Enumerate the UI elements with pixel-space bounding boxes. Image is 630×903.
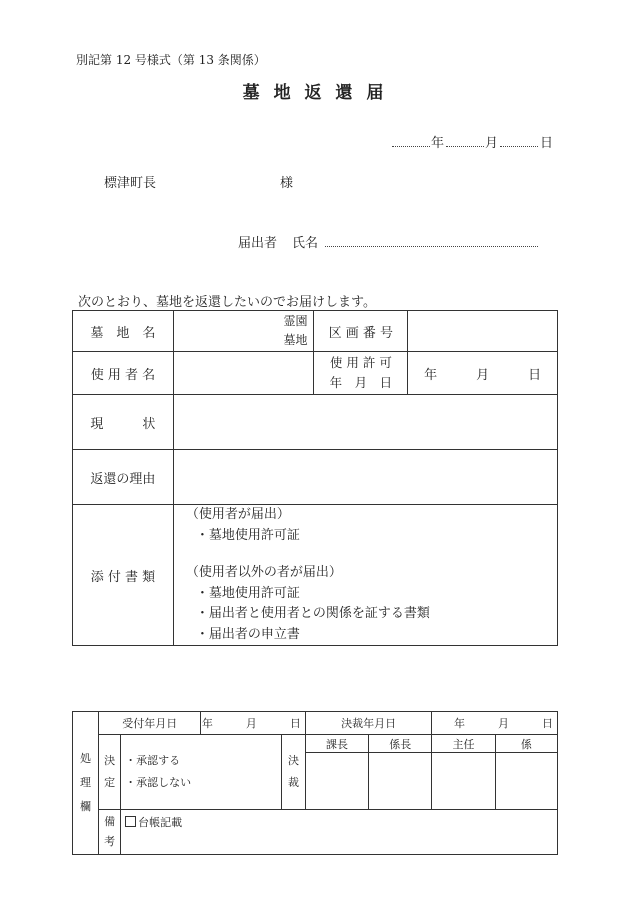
addressee-honorific: 様 bbox=[280, 176, 294, 191]
approver-subsection-chief: 係長 bbox=[369, 735, 432, 753]
approval-label bbox=[281, 735, 305, 810]
status-label: 現 状 bbox=[73, 395, 174, 450]
applicant-name-label: 氏名 bbox=[292, 236, 319, 251]
section-number-label: 区 画 番 号 bbox=[314, 311, 408, 352]
permit-date-field[interactable]: 年 月 日 bbox=[408, 352, 558, 395]
attachments-group2-title: （使用者以外の者が届出） bbox=[185, 565, 342, 580]
month-label: 月 bbox=[485, 136, 499, 151]
attachments-group1-title: （使用者が届出） bbox=[185, 507, 290, 522]
month-blank[interactable] bbox=[446, 146, 484, 147]
ledger-checkbox[interactable] bbox=[125, 816, 136, 827]
status-field[interactable] bbox=[173, 395, 557, 450]
received-date-field[interactable]: 年 月 日 bbox=[201, 712, 305, 735]
remarks-field bbox=[121, 810, 558, 855]
reason-field[interactable] bbox=[173, 450, 557, 505]
processing-side-label bbox=[73, 712, 99, 855]
decision-label-char: 決 bbox=[104, 754, 116, 767]
year-label: 年 bbox=[431, 136, 445, 151]
section-number-field[interactable] bbox=[408, 311, 558, 352]
remarks-label-char: 考 bbox=[104, 835, 116, 848]
processing-table bbox=[72, 711, 558, 855]
user-name-field[interactable] bbox=[173, 352, 314, 395]
approval-label-char: 決 bbox=[287, 754, 299, 767]
attachment-item: ・墓地使用許可証 bbox=[195, 527, 300, 543]
applicant-name-field[interactable] bbox=[325, 246, 538, 247]
applicant-label: 届出者 bbox=[238, 236, 278, 251]
reason-label: 返還の理由 bbox=[73, 450, 174, 505]
approver-senior: 主任 bbox=[432, 735, 495, 753]
form-number: 別記第 12 号様式（第 13 条関係） bbox=[76, 53, 266, 67]
decision-date-field[interactable]: 年 月 日 bbox=[432, 712, 558, 735]
attachments-label: 添 付 書 類 bbox=[73, 505, 174, 646]
main-form-table bbox=[72, 310, 558, 646]
side-label-char: 理 bbox=[80, 776, 92, 789]
approver-section-chief: 課長 bbox=[305, 735, 368, 753]
day-blank[interactable] bbox=[500, 146, 538, 147]
attachment-item: ・届出者と使用者との関係を証する書類 bbox=[195, 606, 430, 621]
intro-text: 次のとおり、墓地を返還したいのでお届けします。 bbox=[78, 295, 376, 310]
addressee-name: 標津町長 bbox=[104, 176, 157, 191]
permit-date-label bbox=[314, 352, 408, 395]
attachment-item: ・届出者の申立書 bbox=[195, 626, 300, 642]
stamp-box[interactable] bbox=[305, 753, 368, 810]
day-label: 日 bbox=[540, 136, 554, 151]
attachment-item: ・墓地使用許可証 bbox=[195, 585, 300, 601]
decision-label-char: 定 bbox=[104, 776, 116, 789]
cemetery-type-reien: 霊園 bbox=[283, 314, 308, 328]
side-label-char: 欄 bbox=[80, 800, 92, 813]
attachments-list bbox=[173, 505, 557, 646]
remarks-label-char: 備 bbox=[104, 815, 116, 828]
decision-date-label: 決裁年月日 bbox=[305, 712, 432, 735]
ledger-label: 台帳記載 bbox=[138, 816, 183, 829]
stamp-box[interactable] bbox=[432, 753, 495, 810]
stamp-box[interactable] bbox=[369, 753, 432, 810]
decision-options bbox=[121, 735, 282, 810]
decision-label bbox=[99, 735, 121, 810]
cemetery-type-bochi: 墓地 bbox=[283, 333, 308, 347]
cemetery-name-label: 墓 地 名 bbox=[73, 311, 174, 352]
remarks-label bbox=[99, 810, 121, 855]
cemetery-name-field[interactable] bbox=[173, 311, 314, 352]
option-approve[interactable]: ・承認する bbox=[125, 754, 181, 767]
permit-date-label-line1: 使 用 許 可 bbox=[329, 355, 392, 370]
option-reject[interactable]: ・承認しない bbox=[125, 776, 192, 789]
side-label-char: 処 bbox=[80, 752, 92, 765]
permit-date-label-line2: 年 月 日 bbox=[329, 375, 393, 390]
stamp-box[interactable] bbox=[495, 753, 557, 810]
page-title: 墓 地 返 還 届 bbox=[242, 83, 388, 103]
approver-staff: 係 bbox=[495, 735, 557, 753]
user-name-label: 使 用 者 名 bbox=[73, 352, 174, 395]
approval-label-char: 裁 bbox=[287, 776, 299, 789]
received-date-label: 受付年月日 bbox=[99, 712, 201, 735]
year-blank[interactable] bbox=[392, 146, 430, 147]
